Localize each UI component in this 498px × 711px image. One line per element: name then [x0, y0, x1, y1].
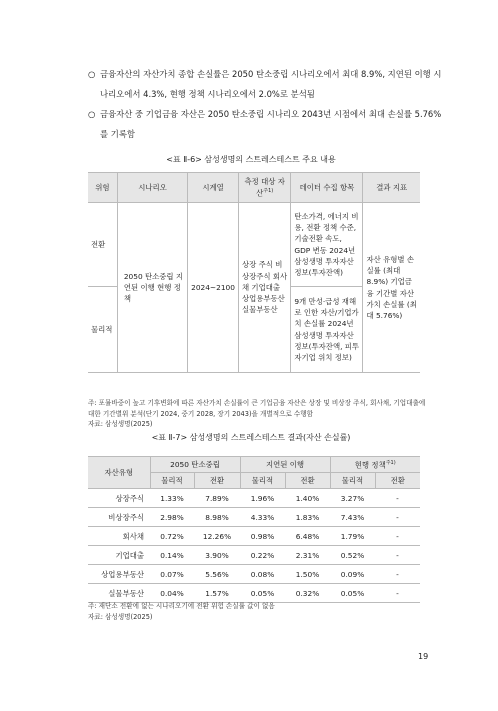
value-cell: - — [375, 489, 420, 508]
stress-test-result-table — [88, 456, 420, 603]
value-cell: 8.98% — [194, 508, 240, 527]
table2-caption: <표 Ⅱ-7> 삼성생명의 스트레스테스트 결과(자산 손실률) — [151, 433, 351, 442]
value-cell: 1.79% — [330, 527, 375, 546]
note2-text: 주: 재단소 전환에 없는 시나리오기에 전환 위험 손실률 값이 없음 — [88, 602, 275, 610]
value-cell: 1.96% — [240, 489, 285, 508]
subheader-transition: 전환 — [194, 473, 240, 489]
bullet-item — [88, 104, 448, 144]
asset-type-cell: 회사채 — [88, 527, 150, 546]
stress-test-overview-table — [88, 172, 420, 373]
asset-type-cell: 실물부동산 — [88, 584, 150, 603]
value-cell: 0.09% — [330, 565, 375, 584]
table-row — [88, 508, 420, 527]
header-group-current — [330, 457, 420, 473]
value-cell: 7.43% — [330, 508, 375, 527]
scenario-cell: 2050 탄소중립 지연된 이행 현행 정책 — [117, 203, 187, 373]
value-cell: 0.07% — [150, 565, 194, 584]
header-target-note: 주1) — [263, 188, 274, 195]
value-cell: - — [375, 508, 420, 527]
value-cell: 0.04% — [150, 584, 194, 603]
bullet-mark: ○ — [88, 69, 96, 79]
value-cell: 2.31% — [285, 546, 330, 565]
asset-type-cell: 비상장주식 — [88, 508, 150, 527]
table-row — [88, 546, 420, 565]
asset-type-cell: 기업대출 — [88, 546, 150, 565]
table-row — [88, 203, 420, 287]
value-cell: - — [375, 565, 420, 584]
table-header-row — [88, 457, 420, 473]
note1-source: 자료: 삼성생명(2025) — [88, 420, 153, 428]
data-physical-cell: 9개 만성·급성 재해로 인한 자산/기업가치 손실률 2024년 삼성생명 투자자산 정보(투자잔액, 피투자기업 위치 정보) — [291, 287, 363, 373]
bullet-list — [88, 64, 448, 144]
subheader-physical: 물리적 — [240, 473, 285, 489]
value-cell: 0.22% — [240, 546, 285, 565]
header-risk: 위험 — [88, 173, 117, 203]
header-asset-type: 자산유형 — [88, 457, 150, 489]
header-target-label: 측정 대상 자산 — [244, 177, 285, 198]
value-cell: 0.14% — [150, 546, 194, 565]
value-cell: 3.27% — [330, 489, 375, 508]
header-result: 결과 지표 — [363, 173, 420, 203]
subheader-transition: 전환 — [285, 473, 330, 489]
result-cell: 자산 유형별 손실률 (최대 8.9%) 기업금융 기간별 자산가치 손실률 (최대 5.76%) — [363, 203, 420, 373]
data-transition-cell: 탄소가격, 에너지 비용, 전환 정책 수준, 기술전환 속도, GDP 변동 2024년 삼성생명 투자자산 정보(투자잔액) — [291, 203, 363, 287]
value-cell: - — [375, 527, 420, 546]
value-cell: 0.05% — [330, 584, 375, 603]
value-cell: 0.05% — [240, 584, 285, 603]
bullet-mark: ○ — [88, 109, 96, 119]
value-cell: 6.48% — [285, 527, 330, 546]
value-cell: - — [375, 546, 420, 565]
header-group-current-note: 주1) — [385, 460, 396, 466]
table-row — [88, 489, 420, 508]
value-cell: 1.57% — [194, 584, 240, 603]
bullet-text: 금융자산의 자산가치 종합 손실률은 2050 탄소중립 시나리오에서 최대 8.9%, 지연된 이행 시나리오에서 4.3%, 현행 정책 시나리오에서 2.0%로 분석됨 — [100, 69, 442, 99]
table-row — [88, 565, 420, 584]
subheader-transition: 전환 — [375, 473, 420, 489]
asset-type-cell: 상업용부동산 — [88, 565, 150, 584]
subheader-physical: 물리적 — [150, 473, 194, 489]
value-cell: 1.83% — [285, 508, 330, 527]
subheader-physical: 물리적 — [330, 473, 375, 489]
value-cell: 0.08% — [240, 565, 285, 584]
value-cell: 0.52% — [330, 546, 375, 565]
value-cell: 2.98% — [150, 508, 194, 527]
header-group-2050: 2050 탄소중립 — [150, 457, 240, 473]
value-cell: 1.50% — [285, 565, 330, 584]
header-period: 시계열 — [188, 173, 239, 203]
period-cell: 2024~2100 — [188, 203, 239, 373]
header-data: 데이터 수집 항목 — [291, 173, 363, 203]
header-scenario: 시나리오 — [117, 173, 187, 203]
bullet-text: 금융자산 중 기업금융 자산은 2050 탄소중립 시나리오 2043년 시점에서 최대 손실률 5.76%를 기록함 — [100, 109, 442, 139]
value-cell: 0.72% — [150, 527, 194, 546]
value-cell: 12.26% — [194, 527, 240, 546]
value-cell: 0.32% — [285, 584, 330, 603]
table2-note — [88, 601, 418, 622]
table-header-row — [88, 173, 420, 203]
note1-text: 주: 포뮬바중이 높고 기후변화에 따른 자산가치 손실률이 큰 기업금융 자산은 상장 및 비상장 주식, 회사채, 기업대출에 대한 기간별위 분석(단기 2024, 중기 2028, 장기 2043)을 개별적으로 수행함 — [88, 399, 426, 418]
bullet-item — [88, 64, 448, 104]
risk-physical-cell: 물리적 — [88, 287, 117, 373]
table1-note — [88, 398, 426, 430]
value-cell: 1.33% — [150, 489, 194, 508]
value-cell: 3.90% — [194, 546, 240, 565]
value-cell: 7.89% — [194, 489, 240, 508]
risk-transition-cell: 전환 — [88, 203, 117, 287]
value-cell: 1.40% — [285, 489, 330, 508]
header-group-delayed: 지연된 이행 — [240, 457, 330, 473]
page-number: 19 — [418, 652, 429, 661]
value-cell: 0.98% — [240, 527, 285, 546]
target-assets-cell: 상장 주식 비상장주식 회사채 기업대출 상업용부동산 실물부동산 — [238, 203, 290, 373]
header-target — [238, 173, 290, 203]
value-cell: - — [375, 584, 420, 603]
table1-caption: <표 Ⅱ-6> 삼성생명의 스트레스테스트 주요 내용 — [166, 155, 336, 164]
header-group-current-label: 현행 정책 — [354, 460, 386, 470]
value-cell: 4.33% — [240, 508, 285, 527]
note2-source: 자료: 삼성생명(2025) — [88, 612, 153, 621]
asset-type-cell: 상장주식 — [88, 489, 150, 508]
value-cell: 5.56% — [194, 565, 240, 584]
table-row — [88, 527, 420, 546]
